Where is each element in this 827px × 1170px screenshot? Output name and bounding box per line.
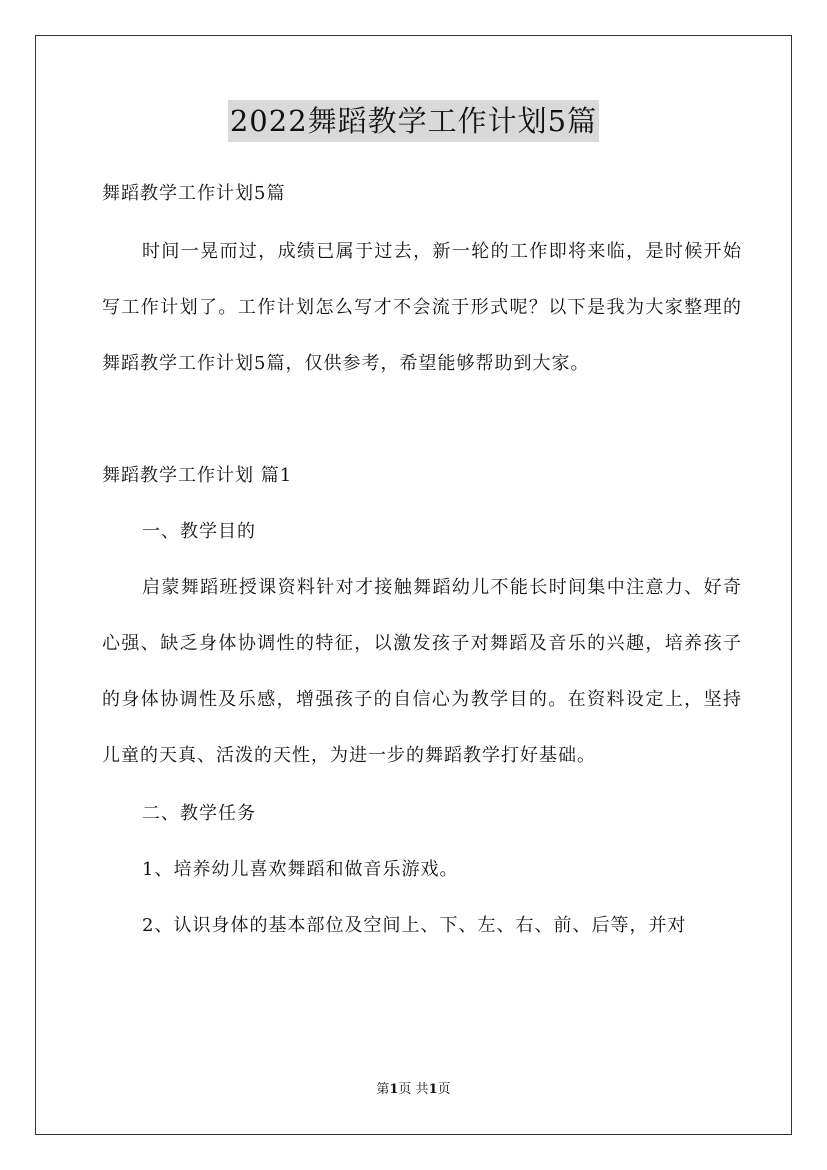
spacer <box>102 392 742 448</box>
footer-mid: 页 共 <box>398 1082 429 1097</box>
heading-teaching-task: 二、教学任务 <box>142 803 256 824</box>
document-title: 2022舞蹈教学工作计划5篇 <box>228 100 599 142</box>
document-subtitle: 舞蹈教学工作计划5篇 <box>102 183 286 204</box>
footer-suffix: 页 <box>437 1082 451 1097</box>
footer-current-page: 1 <box>389 1082 399 1097</box>
intro-paragraph: 时间一晃而过，成绩已属于过去，新一轮的工作即将来临，是时候开始写工作计划了。工作计划怎么写才不会流于形式呢？以下是我为大家整理的舞蹈教学工作计划5篇，仅供参考，希望能够帮助到大家。 <box>102 241 742 374</box>
task-item-2: 2、认识身体的基本部位及空间上、下、左、右、前、后等，并对 <box>142 915 687 936</box>
heading-teaching-goal: 一、教学目的 <box>142 521 256 542</box>
teaching-goal-paragraph: 启蒙舞蹈班授课资料针对才接触舞蹈幼儿不能长时间集中注意力、好奇心强、缺乏身体协调性的特征，以激发孩子对舞蹈及音乐的兴趣，培养孩子的身体协调性及乐感，增强孩子的自信心为教学目的。在资料设定上，坚持儿童的天真、活泼的天性，为进一步的舞蹈教学打好基础。 <box>102 577 742 766</box>
footer-prefix: 第 <box>376 1082 390 1097</box>
document-body <box>102 176 742 954</box>
title-container <box>0 100 827 142</box>
footer-total-pages: 1 <box>428 1082 438 1097</box>
section-heading: 舞蹈教学工作计划 篇1 <box>102 465 293 486</box>
page-footer <box>0 1080 827 1100</box>
task-item-1: 1、培养幼儿喜欢舞蹈和做音乐游戏。 <box>142 859 459 880</box>
